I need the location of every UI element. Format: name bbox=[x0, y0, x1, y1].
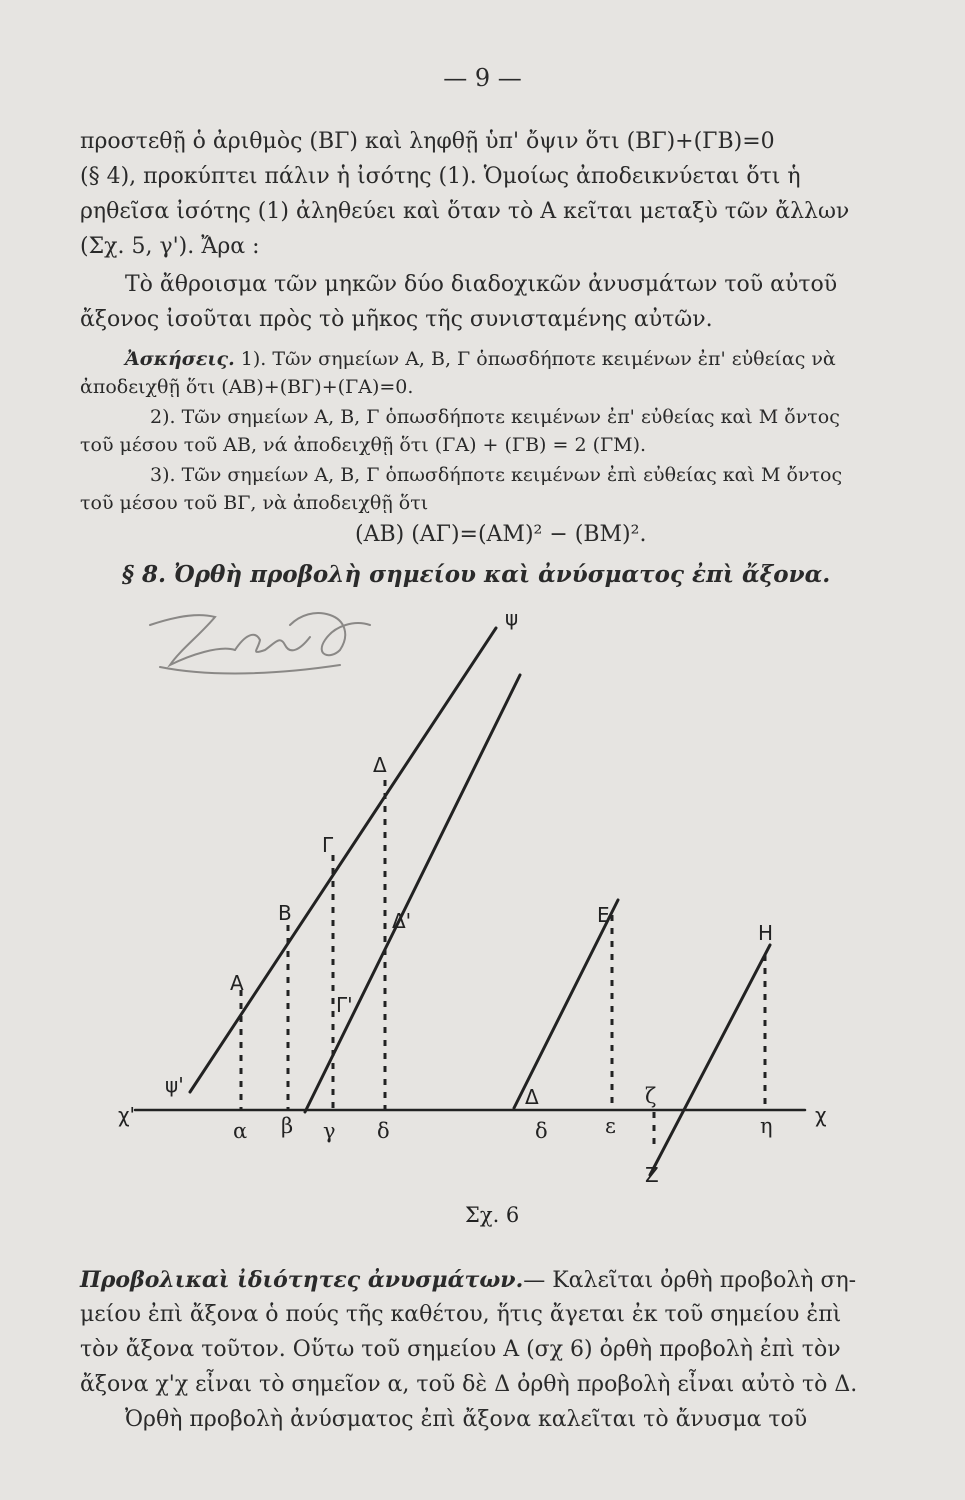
exercise-1-line-1 bbox=[125, 344, 885, 374]
paragraph2-line-5: Ὀρθὴ προβολὴ ἀνύσματος ἐπὶ ἄξονα καλεῖται τὸ ἄνυσμα τοῦ bbox=[125, 1407, 808, 1432]
paragraph2-line-1 bbox=[80, 1265, 880, 1296]
paragraph1-line-2: (§ 4), προκύπτει πάλιν ἡ ἰσότης (1). Ὁμοίως ἀποδεικνύεται ὅτι ἡ bbox=[80, 164, 801, 189]
handwritten-signature bbox=[140, 595, 380, 685]
paragraph2-title: Προβολικαὶ ἰδιότητες ἀνυσμάτων. bbox=[80, 1267, 524, 1293]
exercise-3-line-2: τοῦ μέσου τοῦ ΒΓ, νὰ ἀποδειχθῇ ὅτι bbox=[80, 492, 429, 514]
label-beta: β bbox=[281, 1114, 294, 1138]
label-delta-2: δ bbox=[535, 1119, 548, 1143]
label-D2: Δ bbox=[525, 1085, 539, 1109]
theorem-line-1: Τὸ ἄθροισμα τῶν μηκῶν δύο διαδοχικῶν ἀνυσμάτων τοῦ αὐτοῦ bbox=[125, 272, 838, 297]
paragraph2-line-4: ἄξονα χ'χ εἶναι τὸ σημεῖον α, τοῦ δὲ Δ ὀρθὴ προβολὴ εἶναι αὐτὸ τὸ Δ. bbox=[80, 1372, 858, 1397]
label-H: Η bbox=[758, 921, 774, 945]
label-psi: ψ bbox=[505, 606, 519, 630]
figure-6 bbox=[0, 600, 965, 1240]
label-B: Β bbox=[278, 901, 292, 925]
label-psi-prime: ψ' bbox=[165, 1073, 184, 1097]
label-Z: Ζ bbox=[645, 1163, 659, 1187]
label-delta: δ bbox=[377, 1119, 390, 1143]
exercise-1-text: 1). Τῶν σημείων Α, Β, Γ ὁπωσδήποτε κειμένων ἐπ' εὐθείας νὰ bbox=[240, 348, 836, 370]
page-number: — 9 — bbox=[443, 64, 522, 92]
label-eta: η bbox=[760, 1114, 773, 1138]
paragraph2-line-3: τὸν ἄξονα τοῦτον. Οὕτω τοῦ σημείου Α (σχ 6) ὀρθὴ προβολὴ ἐπὶ τὸν bbox=[80, 1337, 841, 1362]
paragraph1-line-1: προστεθῇ ὁ ἀριθμὸς (ΒΓ) καὶ ληφθῇ ὑπ' ὄψιν ὅτι (ΒΓ)+(ΓΒ)=0 bbox=[80, 129, 775, 154]
label-E: Ε bbox=[597, 903, 610, 927]
theorem-line-2: ἄξονος ἰσοῦται πρὸς τὸ μῆκος τῆς συνισταμένης αὐτῶν. bbox=[80, 307, 713, 332]
section-title: § 8. Ὀρθὴ προβολὴ σημείου καὶ ἀνύσματος ἐπὶ ἄξονα. bbox=[122, 561, 831, 588]
exercise-2-line-2: τοῦ μέσου τοῦ ΑΒ, νά ἀποδειχθῇ ὅτι (ΓΑ) + (ΓΒ) = 2 (ΓΜ). bbox=[80, 434, 647, 456]
line-psi bbox=[190, 628, 496, 1092]
label-alpha: α bbox=[233, 1119, 248, 1143]
exercises-heading: Ἀσκήσεις. bbox=[125, 348, 235, 370]
paragraph2-line1-text: — Καλεῖται ὀρθὴ προβολὴ ση- bbox=[523, 1268, 857, 1293]
label-D: Δ bbox=[373, 753, 387, 777]
label-A: Α bbox=[230, 971, 244, 995]
label-zeta: ζ bbox=[645, 1084, 657, 1108]
label-D-prime: Δ' bbox=[392, 909, 412, 933]
label-chi-prime: χ' bbox=[118, 1103, 136, 1127]
paragraph1-line-3: ρηθεῖσα ἰσότης (1) ἀληθεύει καὶ ὅταν τὸ Α κεῖται μεταξὺ τῶν ἄλλων bbox=[80, 199, 850, 224]
line-delta-e bbox=[514, 900, 618, 1108]
label-gamma: γ bbox=[323, 1119, 336, 1143]
exercise-2-line-1: 2). Τῶν σημείων Α, Β, Γ ὁπωσδήποτε κειμένων ἐπ' εὐθείας καὶ Μ ὄντος bbox=[150, 406, 840, 428]
paragraph2-line-2: μείου ἐπὶ ἄξονα ὁ πούς τῆς καθέτου, ἥτις ἄγεται ἐκ τοῦ σημείου ἐπὶ bbox=[80, 1302, 842, 1327]
exercise-3-formula: (ΑΒ) (ΑΓ)=(ΑΜ)² − (ΒΜ)². bbox=[355, 522, 647, 547]
paragraph1-line-4: (Σχ. 5, γ'). Ἄρα : bbox=[80, 234, 260, 259]
label-epsilon: ε bbox=[605, 1114, 616, 1138]
label-G: Γ bbox=[322, 833, 334, 857]
label-chi: χ bbox=[815, 1103, 827, 1127]
label-G-prime: Γ' bbox=[336, 993, 353, 1017]
exercise-1-line-2: ἀποδειχθῇ ὅτι (ΑΒ)+(ΒΓ)+(ΓΑ)=0. bbox=[80, 376, 414, 398]
exercise-3-line-1: 3). Τῶν σημείων Α, Β, Γ ὁπωσδήποτε κειμένων ἐπὶ εὐθείας καὶ Μ ὄντος bbox=[150, 464, 843, 486]
line-z-h bbox=[650, 945, 770, 1175]
line-parallel-2 bbox=[305, 675, 520, 1112]
figure-caption: Σχ. 6 bbox=[465, 1203, 520, 1227]
